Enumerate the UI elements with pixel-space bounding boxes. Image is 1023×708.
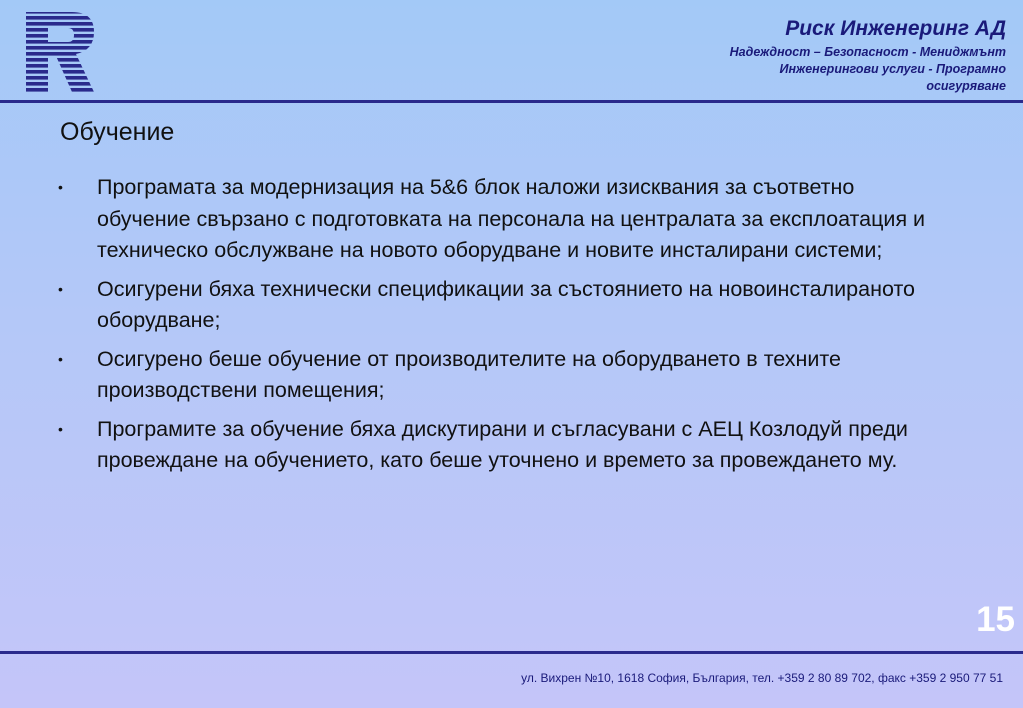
bullet-item	[56, 172, 936, 267]
bullet-icon: •	[58, 420, 63, 437]
bullet-list	[56, 172, 936, 484]
footer-divider	[0, 651, 1023, 654]
bullet-text: Програмата за модернизация на 5&6 блок наложи изисквания за съответно обучение свързано с подготовката на персонала на централата за експлоатация и техническо обслужване на новото оборудване и новите инсталирани системи;	[97, 175, 926, 262]
company-tagline-line1: Надеждност – Безопасност - Мениджмънт	[729, 45, 1006, 59]
bullet-icon: •	[58, 350, 63, 367]
bullet-text: Програмите за обучение бяха дискутирани и съгласувани с АЕЦ Козлодуй преди провеждане на обучението, като беше уточнено и времето за провеждането му.	[97, 416, 908, 472]
slide-title: Обучение	[60, 118, 175, 146]
bullet-text: Осигурено беше обучение от производителите на оборудването в техните производствени помещения;	[97, 346, 841, 402]
header-divider	[0, 100, 1023, 103]
bullet-item	[56, 344, 936, 407]
company-tagline-line3: осигуряване	[926, 79, 1006, 93]
striped-letter-r-logo-icon	[24, 10, 96, 94]
bullet-item	[56, 414, 936, 477]
footer-address: ул. Вихрен №10, 1618 София, България, тел. +359 2 80 89 702, факс +359 2 950 77 51	[521, 671, 1003, 685]
bullet-icon: •	[58, 280, 63, 297]
bullet-item	[56, 274, 936, 337]
company-logo	[24, 10, 96, 94]
bullet-icon: •	[58, 179, 63, 195]
company-tagline-line2: Инженерингови услуги - Програмно	[779, 62, 1006, 76]
company-header	[730, 14, 1006, 95]
bullet-text: Осигурени бяха технически спецификации за състоянието на новоинсталираното оборудване;	[97, 276, 916, 332]
company-name: Риск Инженеринг АД	[785, 17, 1006, 40]
page-number: 15	[976, 600, 1015, 639]
